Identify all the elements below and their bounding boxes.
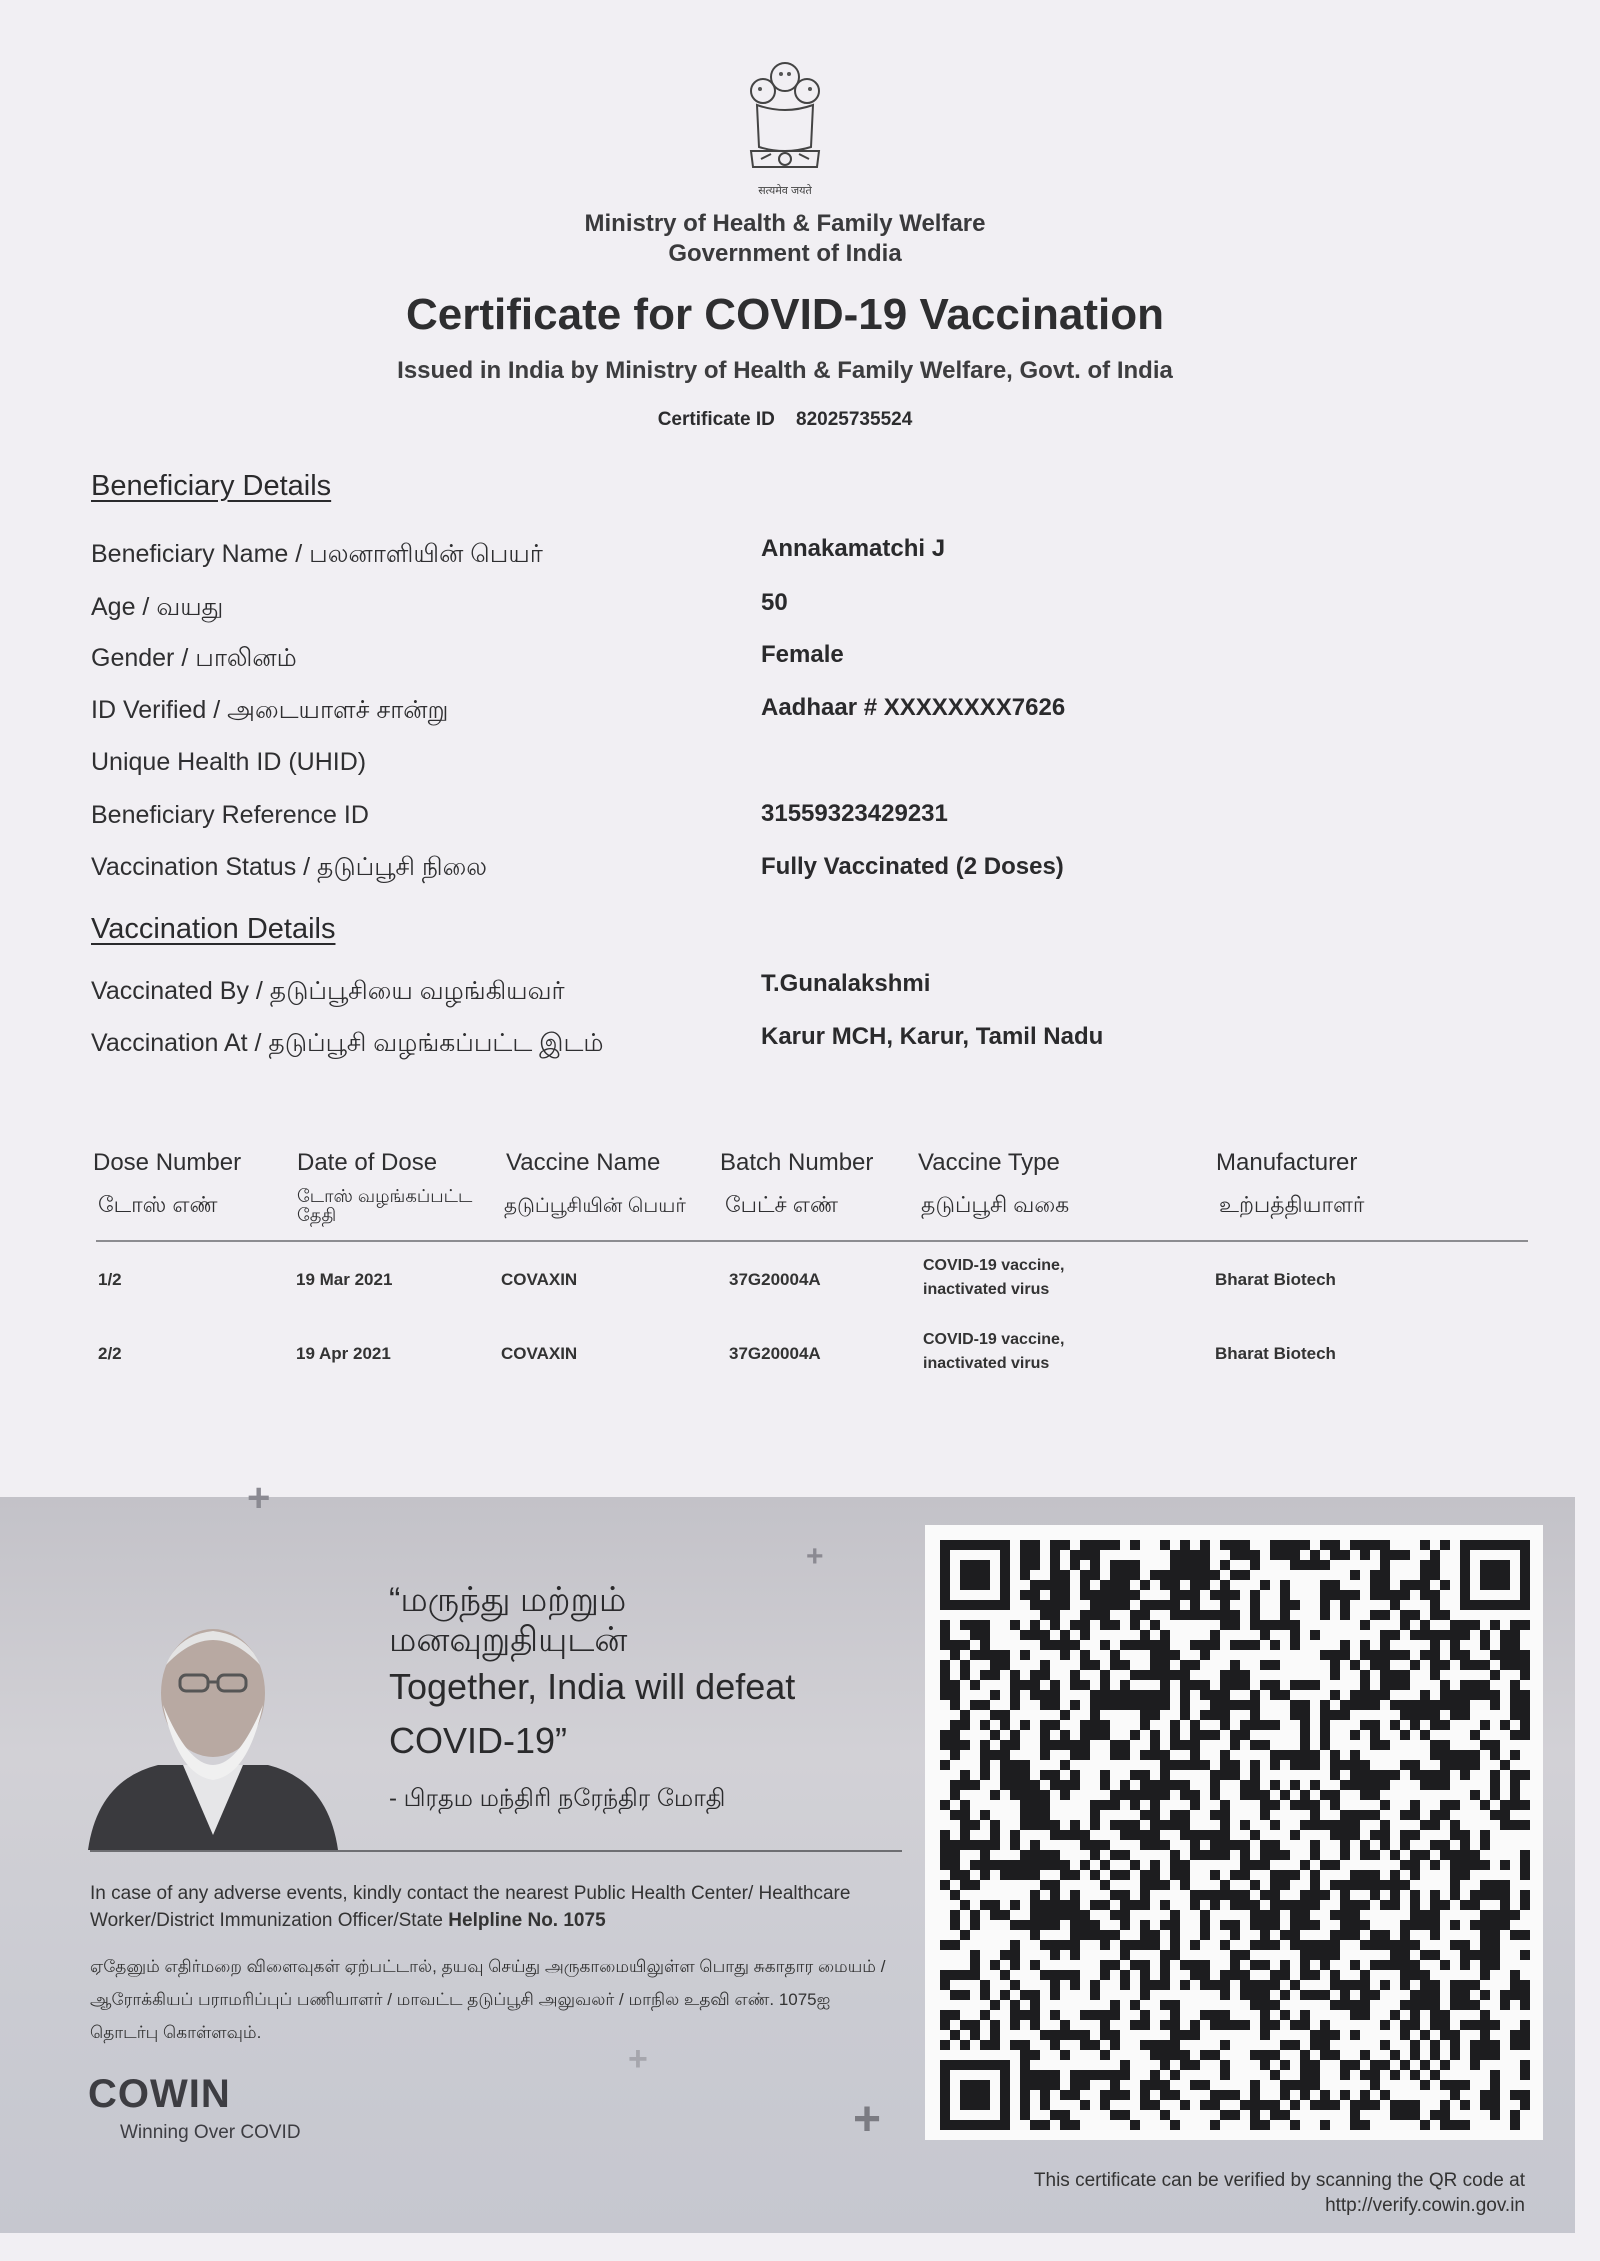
government-name: Government of India [668, 240, 902, 267]
id-verified-label: ID Verified / அடையாளச் சான்று [91, 696, 449, 724]
vaccinated-by-label: Vaccinated By / தடுப்பூசியை வழங்கியவர் [91, 977, 565, 1005]
plus-decoration-icon: + [853, 2093, 882, 2146]
col-dose-number: Dose Number [93, 1149, 242, 1176]
vaccine-type-cell: COVID-19 vaccine, inactivated virus [923, 1331, 1065, 1372]
vaccine-name-cell: COVAXIN [501, 1344, 578, 1363]
certificate-id-line [0, 409, 1570, 431]
reference-id-label: Beneficiary Reference ID [91, 801, 369, 829]
manufacturer-cell: Bharat Biotech [1215, 1344, 1336, 1363]
helpline-number: Helpline No. 1075 [448, 1910, 606, 1931]
verification-qr-code [940, 1540, 1530, 2130]
beneficiary-details-heading: Beneficiary Details [91, 470, 332, 502]
beneficiary-name-value: Annakamatchi J [761, 535, 946, 562]
batch-number-cell: 37G20004A [729, 1344, 821, 1363]
table-row [0, 1250, 1600, 1320]
reference-id-value: 31559323429231 [761, 800, 948, 827]
emblem-motto: सत्यमेव जयते [758, 185, 812, 197]
prime-minister-portrait [88, 1605, 338, 1850]
quote-tamil: “மருந்து மற்றும் மனவுறுதியுடன் [389, 1581, 628, 1659]
table-divider [96, 1240, 1528, 1242]
verification-text: This certificate can be verified by scanning the QR code at [1033, 2170, 1525, 2191]
dose-date-cell: 19 Mar 2021 [296, 1270, 393, 1289]
uhid-label: Unique Health ID (UHID) [91, 748, 367, 776]
vaccine-type-cell: COVID-19 vaccine, inactivated virus [923, 1257, 1065, 1298]
quote-attribution: - பிரதம மந்திரி நரேந்திர மோதி [389, 1785, 726, 1812]
vaccination-status-label: Vaccination Status / தடுப்பூசி நிலை [91, 853, 488, 881]
gender-label: Gender / பாலினம் [91, 644, 297, 672]
certificate-id-label: Certificate ID [657, 409, 775, 430]
vaccinated-by-value: T.Gunalakshmi [761, 970, 931, 997]
qr-finder-pattern [960, 2080, 990, 2110]
adverse-events-advisory-ta: ஏதேனும் எதிர்மறை விளைவுகள் ஏற்பட்டால், தயவு செய்து அருகாமையிலுள்ள பொது சுகாதார மையம் / ஆரோக்கியப் பராமரிப்புப் பணியாளர் / மாவட்ட தடுப்பூசி அலுவலர் / மாநில உதவி எண். 1075ஐ தொடர்பு கொள்ளவும். [90, 1957, 886, 2042]
quote-english: Together, India will defeat COVID-19” [389, 1666, 796, 1761]
vaccination-at-label: Vaccination At / தடுப்பூசி வழங்கப்பட்ட இடம் [91, 1029, 604, 1057]
col-vaccine-name-ta: தடுப்பூசியின் பெயர் [504, 1195, 686, 1217]
vaccination-at-value: Karur MCH, Karur, Tamil Nadu [761, 1023, 1104, 1050]
col-date-of-dose-ta: டோஸ் வழங்கப்பட்ட தேதி [297, 1186, 473, 1225]
col-vaccine-type-ta: தடுப்பூசி வகை [921, 1192, 1070, 1217]
qr-modules [940, 1540, 1530, 2130]
manufacturer-cell: Bharat Biotech [1215, 1270, 1336, 1289]
vaccine-name-cell: COVAXIN [501, 1270, 578, 1289]
adverse-events-advisory [90, 1880, 890, 1934]
plus-decoration-icon: + [806, 1540, 824, 1573]
col-dose-number-ta: டோஸ் எண் [98, 1192, 218, 1217]
beneficiary-name-label: Beneficiary Name / பலனாளியின் பெயர் [91, 540, 543, 568]
certificate-id-value: 82025735524 [796, 409, 913, 430]
cowin-tagline: Winning Over COVID [120, 2122, 301, 2143]
age-value: 50 [761, 589, 788, 616]
ministry-name: Ministry of Health & Family Welfare [584, 210, 986, 237]
qr-finder-pattern [1480, 1560, 1510, 1590]
plus-decoration-icon: + [247, 1476, 271, 1520]
age-label: Age / வயது [91, 593, 224, 621]
col-vaccine-type: Vaccine Type [918, 1149, 1060, 1176]
plus-decoration-icon: + [628, 2040, 648, 2078]
batch-number-cell: 37G20004A [729, 1270, 821, 1289]
col-manufacturer-ta: உற்பத்தியாளர் [1219, 1192, 1365, 1217]
table-row [0, 1324, 1600, 1394]
certificate-title: Certificate for COVID-19 Vaccination [406, 290, 1164, 339]
banner-divider [90, 1850, 902, 1852]
id-verified-value: Aadhaar # XXXXXXXX7626 [761, 694, 1066, 721]
dose-date-cell: 19 Apr 2021 [296, 1344, 391, 1363]
advisory-text: In case of any adverse events, kindly contact the nearest Public Health Center/ Healthcare Worker/District Immunization Officer/State [90, 1883, 851, 1931]
dose-number-cell: 1/2 [98, 1270, 122, 1289]
col-batch-number-ta: பேட்ச் எண் [725, 1192, 838, 1217]
col-batch-number: Batch Number [720, 1149, 874, 1176]
cowin-logo: COWIN [88, 2072, 231, 2116]
verification-note [960, 2168, 1525, 2218]
issued-by-line: Issued in India by Ministry of Health & Family Welfare, Govt. of India [397, 357, 1173, 384]
col-manufacturer: Manufacturer [1216, 1149, 1358, 1176]
dose-number-cell: 2/2 [98, 1344, 122, 1363]
vaccination-details-heading: Vaccination Details [91, 913, 336, 945]
verification-url[interactable]: http://verify.cowin.gov.in [1325, 2195, 1525, 2216]
col-vaccine-name: Vaccine Name [506, 1149, 661, 1176]
vaccination-status-value: Fully Vaccinated (2 Doses) [761, 853, 1064, 880]
qr-finder-pattern [960, 1560, 990, 1590]
gender-value: Female [761, 641, 844, 668]
col-date-of-dose: Date of Dose [297, 1149, 438, 1176]
